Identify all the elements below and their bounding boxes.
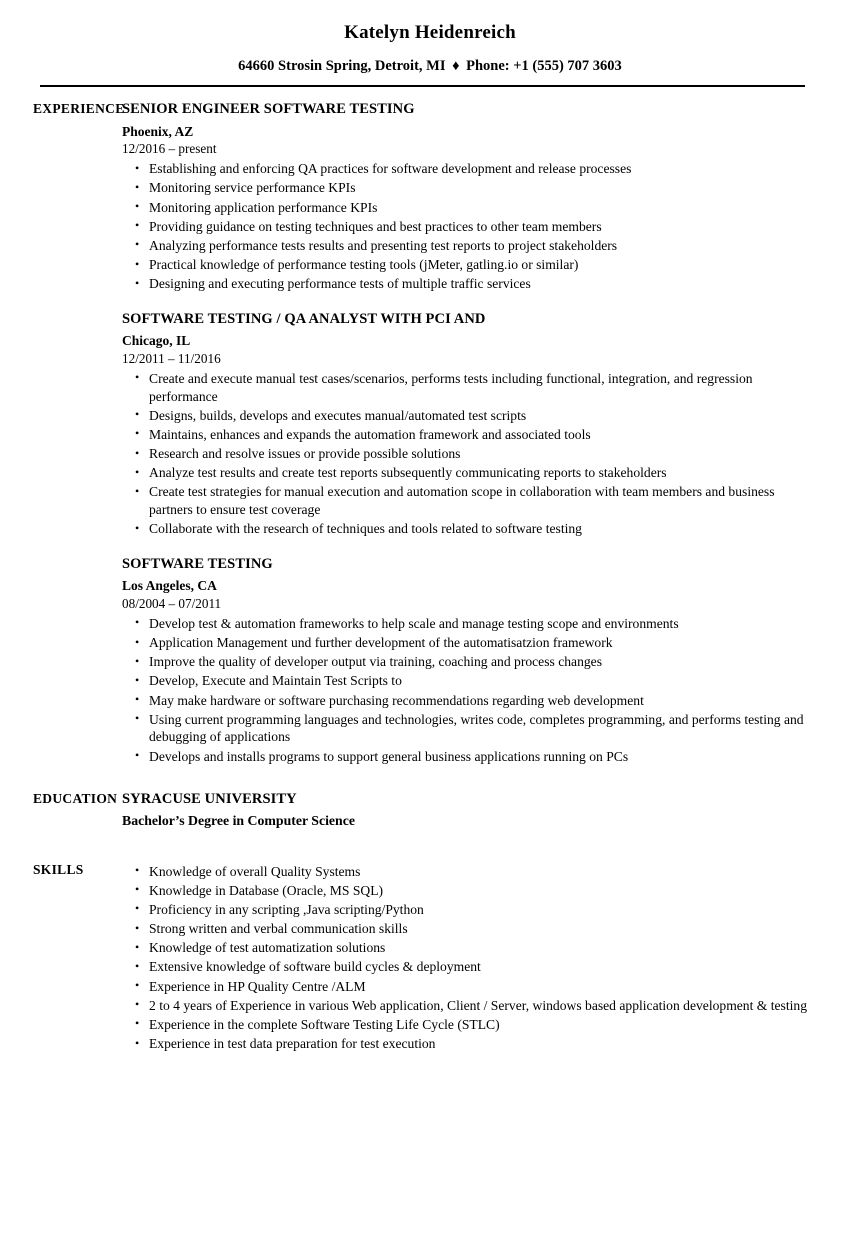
skills-entries (122, 861, 860, 1055)
job-bullet: • Research and resolve issues or provide possible solutions (122, 445, 812, 463)
contact-address: 64660 Strosin Spring, Detroit, MI (238, 57, 446, 74)
job-location: Phoenix, AZ (122, 123, 194, 139)
skill-bullet: • Knowledge in Database (Oracle, MS SQL) (122, 882, 812, 900)
job-bullet: • Develops and installs programs to support general business applications running on PCs (122, 748, 812, 766)
job-bullet: • Designs, builds, develops and executes manual/automated test scripts (122, 407, 812, 425)
job-bullet: • Establishing and enforcing QA practices for software development and release processes (122, 160, 812, 178)
section-label-skills: SKILLS (33, 861, 84, 877)
resume-header (0, 0, 860, 87)
candidate-name: Katelyn Heidenreich (344, 22, 516, 43)
education-degree: Bachelor’s Degree in Computer Science (122, 812, 355, 828)
job-bullet: • Application Management und further development of the automatisatzion framework (122, 634, 812, 652)
skill-bullet: • Extensive knowledge of software build cycles & deployment (122, 958, 812, 976)
contact-line (0, 58, 860, 75)
job-bullet: • Providing guidance on testing techniques and best practices to other team members (122, 218, 812, 236)
job-bullet: • Monitoring service performance KPIs (122, 179, 812, 197)
job-dates: 12/2011 – 11/2016 (122, 350, 221, 366)
job-bullet: • Create test strategies for manual execution and automation scope in collaboration with team members and business partners to ensure test coverage (122, 483, 812, 518)
experience-entry (122, 100, 812, 293)
job-bullet-list (122, 160, 812, 293)
job-bullet: • Analyze test results and create test reports subsequently communicating reports to stakeholders (122, 464, 812, 482)
skills-bullet-list (122, 863, 812, 1053)
experience-entry (122, 555, 812, 765)
experience-entries (122, 100, 860, 767)
job-title: SENIOR ENGINEER SOFTWARE TESTING (122, 101, 415, 118)
job-title: SOFTWARE TESTING (122, 555, 273, 572)
job-dates: 08/2004 – 07/2011 (122, 596, 222, 611)
job-title: SOFTWARE TESTING / QA ANALYST WITH PCI AND (122, 310, 486, 327)
job-bullet: • Designing and executing performance tests of multiple traffic services (122, 275, 812, 293)
job-location: Chicago, IL (122, 333, 191, 349)
contact-phone: Phone: +1 (555) 707 3603 (466, 57, 622, 74)
skill-bullet: • Proficiency in any scripting ,Java scripting/Python (122, 901, 812, 919)
job-location: Los Angeles, CA (122, 578, 217, 594)
job-bullet: • Using current programming languages and technologies, writes code, completes programming, and performs testing and debugging of applications (122, 711, 812, 746)
job-bullet-list (122, 615, 812, 765)
skill-bullet: • Knowledge of test automatization solutions (122, 939, 812, 957)
section-label-education: EDUCATION (33, 790, 118, 806)
education-entries (122, 790, 860, 830)
job-bullet: • Maintains, enhances and expands the automation framework and associated tools (122, 426, 812, 444)
section-skills (0, 861, 860, 1055)
skill-bullet: • Strong written and verbal communication skills (122, 920, 812, 938)
job-bullet: • Develop, Execute and Maintain Test Scripts to (122, 672, 812, 690)
job-bullet: • Collaborate with the research of techniques and tools related to software testing (122, 520, 812, 538)
job-bullet: • Practical knowledge of performance testing tools (jMeter, gatling.io or similar) (122, 256, 812, 274)
job-bullet: • Monitoring application performance KPIs (122, 199, 812, 217)
education-school: SYRACUSE UNIVERSITY (122, 790, 297, 807)
section-education (0, 790, 860, 830)
job-dates: 12/2016 – present (122, 141, 217, 157)
job-bullet: • Analyzing performance tests results and presenting test reports to project stakeholders (122, 237, 812, 255)
resume-content (0, 87, 860, 1054)
skill-bullet: • 2 to 4 years of Experience in various Web application, Client / Server, windows based application development & testing (122, 997, 812, 1015)
job-bullet: • Develop test & automation frameworks to help scale and manage testing scope and environments (122, 615, 812, 633)
section-experience (0, 100, 860, 767)
job-bullet-list (122, 370, 812, 538)
skill-bullet: • Experience in the complete Software Testing Life Cycle (STLC) (122, 1016, 812, 1034)
skill-bullet: • Experience in test data preparation for test execution (122, 1035, 812, 1053)
skill-bullet: • Knowledge of overall Quality Systems (122, 863, 812, 881)
experience-entry (122, 310, 812, 538)
skill-bullet: • Experience in HP Quality Centre /ALM (122, 978, 812, 996)
job-bullet: • Improve the quality of developer output via training, coaching and process changes (122, 653, 812, 671)
diamond-separator-icon: ♦ (452, 57, 460, 74)
section-label-experience: EXPERIENCE (33, 101, 125, 117)
job-bullet: • May make hardware or software purchasing recommendations regarding web development (122, 692, 812, 710)
job-bullet: • Create and execute manual test cases/scenarios, performs tests including functional, integration, and regression performance (122, 370, 812, 405)
